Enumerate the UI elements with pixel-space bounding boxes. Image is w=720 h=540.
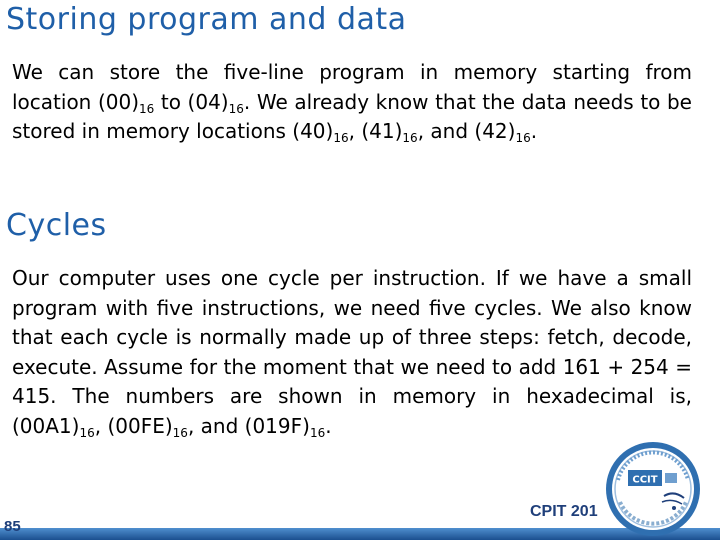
subscript: 16 [333, 131, 349, 145]
paragraph-storing [12, 58, 692, 147]
subscript: 16 [139, 101, 155, 116]
subscript: 16 [172, 425, 188, 440]
text-run: Our computer uses one cycle per instruction. If we have a small program with five instructions, we need five cycles. We also know that each cycle is normally made up of three steps: fetch, decode, execute. Assume for the moment that we need to add 161 + 254 = 415. The numbers are shown in memory in hexadecimal is, (00A1) [12, 266, 692, 438]
text-run: . [325, 413, 332, 438]
subscript: 16 [309, 425, 326, 440]
course-code: CPIT 201 [530, 503, 598, 520]
subscript: 16 [515, 131, 531, 145]
paragraph-cycles [12, 264, 692, 441]
text-run: . We already know that the data needs to be stored in memory locations (40) [12, 89, 692, 143]
university-seal-icon [604, 440, 702, 538]
text-run: , and (019F) [187, 413, 310, 438]
text-run: We can store the five-line program in memory starting from location (00) [12, 60, 692, 114]
text-run: , (00FE) [94, 413, 173, 438]
subscript: 16 [228, 101, 244, 116]
text-run: , (41) [348, 119, 403, 143]
text-run: . [530, 119, 538, 143]
title-storing-program: Storing program and data [6, 2, 407, 37]
subscript: 16 [402, 131, 418, 145]
text-run: , and (42) [417, 119, 516, 143]
logo-text: CCIT [632, 474, 658, 486]
text-run: to (04) [154, 89, 229, 114]
page-number: 85 [4, 518, 21, 535]
subscript: 16 [79, 425, 95, 440]
title-cycles: Cycles [6, 208, 107, 243]
